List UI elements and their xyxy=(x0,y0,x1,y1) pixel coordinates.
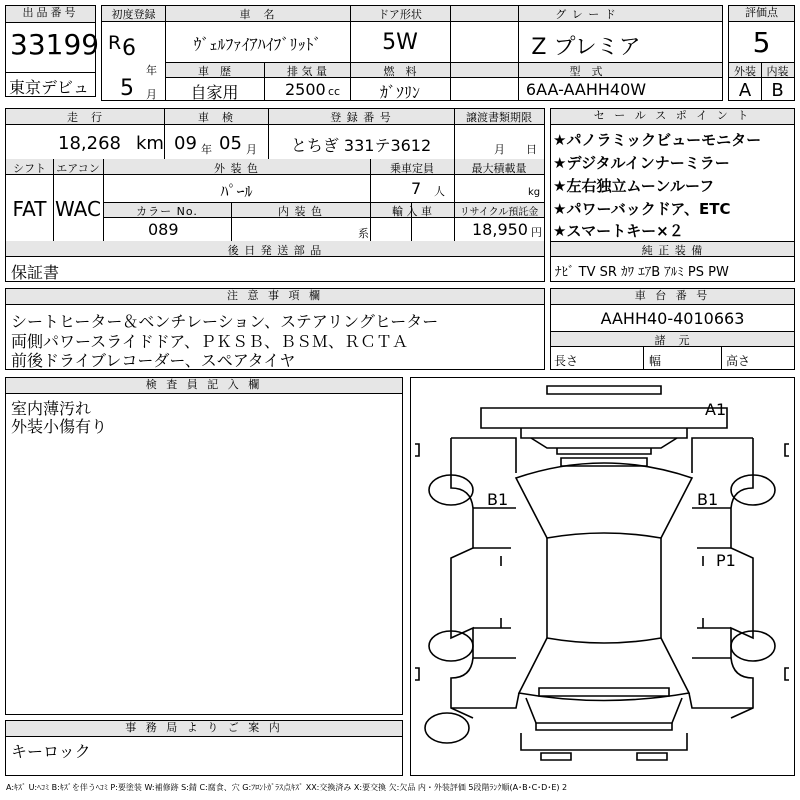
recycle-label: リサイクル預託金 xyxy=(459,207,539,218)
notes-box xyxy=(5,288,545,370)
door-label: ドア形状 xyxy=(378,8,422,21)
interior-color-unit: 系 xyxy=(358,227,369,240)
mileage-label: 走 行 xyxy=(67,111,103,124)
office-label: 事 務 局 よ り ご 案 内 xyxy=(6,721,402,737)
transfer-label: 譲渡書類期限 xyxy=(466,111,532,124)
car-name: ｳﾞｪﾙﾌｧｲｱﾊｲﾌﾞﾘｯﾄﾞ xyxy=(193,35,322,54)
first-reg-year: 6 xyxy=(122,36,136,61)
equip-ps: PS xyxy=(687,265,704,280)
office-box xyxy=(5,720,403,776)
color-label: 外 装 色 xyxy=(214,162,259,175)
venue-name: 東京デビュ xyxy=(9,78,90,97)
sales-points-box xyxy=(550,108,795,282)
damage-mark-b1-left: B1 xyxy=(487,490,509,509)
lot-number-label: 出品番号 xyxy=(6,6,95,23)
car-diagram xyxy=(411,378,793,774)
fuel: ｶﾞｿﾘﾝ xyxy=(379,83,420,102)
car-name-label: 車 名 xyxy=(239,8,276,21)
equipment-list xyxy=(555,261,729,280)
damage-mark-b1-right: B1 xyxy=(697,490,719,509)
inspection-month: 05 xyxy=(219,133,242,154)
inspection-year: 09 xyxy=(174,133,197,154)
height-label: 高さ xyxy=(726,354,751,368)
mileage-unit: km xyxy=(136,133,164,154)
dims-label: 諸 元 xyxy=(654,334,691,347)
sales-point-1: ★パノラミックビューモニター xyxy=(553,131,762,149)
inspector-line-1: 室内薄汚れ xyxy=(11,399,92,418)
first-reg-label: 初度登録 xyxy=(111,8,156,21)
color-number: 089 xyxy=(148,220,179,239)
era: R xyxy=(108,32,122,54)
interior-color-label: 内 装 色 xyxy=(278,205,323,218)
width-label: 幅 xyxy=(649,354,662,368)
grade-label: グ レ ー ド xyxy=(555,8,617,21)
equip-sr: SR xyxy=(599,265,617,280)
displacement-label: 排 気 量 xyxy=(287,65,327,78)
equip-alloy: ｱﾙﾐ xyxy=(664,265,684,280)
history: 自家用 xyxy=(190,83,239,102)
inspector-label: 検 査 員 記 入 欄 xyxy=(6,378,402,394)
first-reg-month: 5 xyxy=(120,76,134,101)
transfer-month: 月 xyxy=(494,143,505,156)
notes-line-3: 前後ドライブレコーダー、スペアタイヤ xyxy=(11,351,296,370)
equip-leather: ｶﾜ xyxy=(621,265,635,280)
lot-number-box xyxy=(5,5,100,97)
sales-point-2: ★デジタルインナーミラー xyxy=(553,154,730,172)
chassis-number: AAHH40-4010663 xyxy=(600,309,745,328)
later-parts: 保証書 xyxy=(11,263,60,282)
model-code: 6AA-AAHH40W xyxy=(525,80,647,99)
inspection-label: 車 検 xyxy=(198,111,234,124)
color-no-label: カラー No. xyxy=(136,205,198,218)
vehicle-header-box xyxy=(101,5,723,101)
lot-number: 33199 xyxy=(10,28,100,61)
inspector-box xyxy=(5,377,403,715)
notes-line-1: シートヒーター＆ベンチレーション、ステアリングヒーター xyxy=(11,312,439,331)
chassis-label: 車 台 番 号 xyxy=(551,289,794,305)
sales-point-3: ★左右独立ムーンルーフ xyxy=(553,177,715,195)
interior-label: 内装 xyxy=(766,65,789,78)
sales-point-5: ★スマートキー×２ xyxy=(553,222,684,240)
office-text: キーロック xyxy=(11,742,91,761)
displacement: 2500 xyxy=(285,80,326,99)
inspector-line-2: 外装小傷有り xyxy=(11,417,108,436)
shift: FAT xyxy=(12,197,47,221)
equip-tv: TV xyxy=(578,265,596,280)
sales-point-4: ★パワーバックドア、ETC xyxy=(553,200,731,218)
notes-label: 注 意 事 項 欄 xyxy=(6,289,544,305)
damage-mark-a1: A1 xyxy=(705,400,727,419)
exterior-color: ﾊﾟｰﾙ xyxy=(220,182,253,201)
equipment-label: 純 正 装 備 xyxy=(641,244,704,257)
equip-airbag: ｴｱB xyxy=(638,265,661,280)
damage-mark-p1: P1 xyxy=(716,551,736,570)
damage-diagram-box xyxy=(410,377,795,776)
sales-points-label: セ ー ル ス ポ イ ン ト xyxy=(551,109,794,125)
load-label: 最大積載量 xyxy=(471,162,527,175)
air-conditioner: WAC xyxy=(55,197,101,221)
later-parts-label: 後 日 発 送 部 品 xyxy=(227,244,323,257)
capacity-unit: 人 xyxy=(434,185,445,198)
equip-pw: PW xyxy=(708,265,729,280)
legend-text: A:ｷｽﾞ U:ﾍｺﾐ B:ｷｽﾞを伴うﾍｺﾐ P:要塗装 W:補修跡 S:錆 C:腐食、穴 G:ﾌﾛﾝﾄｶﾞﾗｽ点ｷｽﾞ XX:交換済み X:要交換 欠:欠品 内・外装評価 5段階ﾗﾝｸ順(A･B･C･D･E) 2 xyxy=(6,783,568,792)
interior-score: B xyxy=(771,80,784,101)
year-unit: 年 xyxy=(146,64,157,77)
grade: Z プレミア xyxy=(531,35,641,60)
vehicle-details-box xyxy=(5,108,545,282)
import-label: 輸 入 車 xyxy=(392,205,432,218)
fuel-label: 燃 料 xyxy=(383,65,417,78)
recycle-deposit: 18,950 xyxy=(472,220,528,239)
length-label: 長さ xyxy=(554,354,579,368)
score-label: 評価点 xyxy=(729,6,794,22)
chassis-box xyxy=(550,288,795,370)
model-label: 型 式 xyxy=(569,65,603,78)
inspection-year-unit: 年 xyxy=(201,143,212,156)
load-unit: kg xyxy=(528,187,541,198)
history-label: 車 歴 xyxy=(198,65,231,78)
inspection-month-unit: 月 xyxy=(246,143,257,156)
exterior-score: A xyxy=(738,80,752,101)
month-unit: 月 xyxy=(146,88,157,101)
overall-score: 5 xyxy=(752,26,771,59)
equip-navi: ﾅﾋﾞ xyxy=(555,265,575,280)
capacity-label: 乗車定員 xyxy=(390,162,434,175)
capacity: 7 xyxy=(411,179,422,198)
ac-label: エアコン xyxy=(56,162,100,175)
score-box xyxy=(728,5,795,101)
exterior-label: 外装 xyxy=(734,65,756,78)
recycle-unit: 円 xyxy=(531,226,542,239)
plate-number: とちぎ 331テ3612 xyxy=(290,136,432,155)
door-type: 5W xyxy=(382,30,418,55)
notes-line-2: 両側パワースライドドア、ＰＫＳＢ、ＢＳＭ、ＲＣＴＡ xyxy=(11,332,408,351)
plate-label: 登 録 番 号 xyxy=(330,111,392,124)
transfer-day: 日 xyxy=(526,143,537,156)
mileage: 18,268 xyxy=(58,133,121,154)
shift-label: シフト xyxy=(13,162,46,175)
displacement-unit: cc xyxy=(328,85,341,98)
